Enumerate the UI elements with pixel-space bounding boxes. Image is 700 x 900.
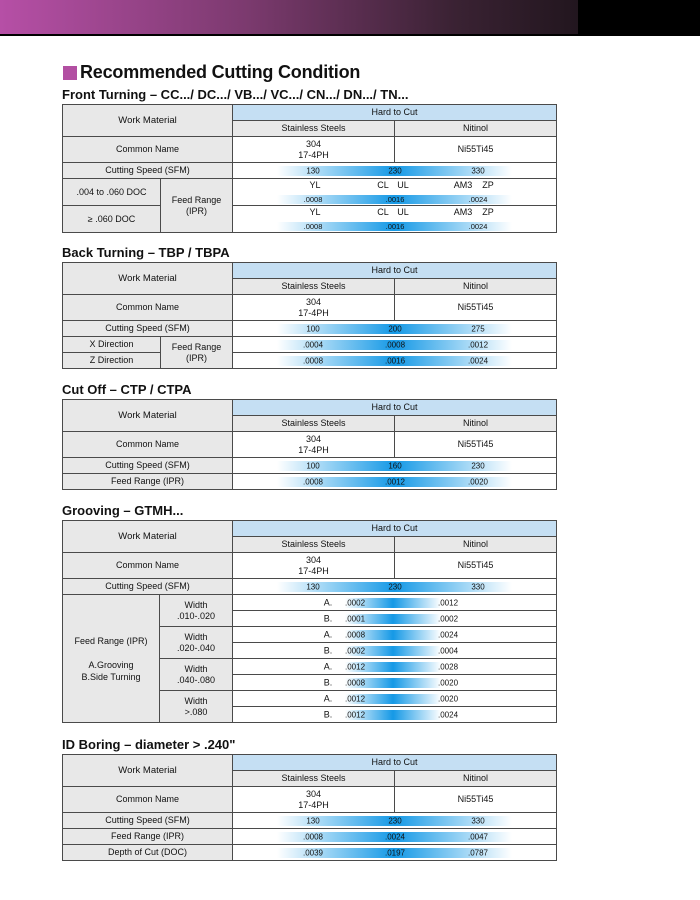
cutting-speed-bar: 100 200 275 (233, 321, 557, 337)
feed-range-label: Feed Range (IPR) (63, 474, 233, 490)
depth-of-cut-label: Depth of Cut (DOC) (63, 845, 233, 861)
groove-a-bar: A. .0008 .0024 (233, 627, 557, 643)
nitinol-header: Nitinol (395, 537, 557, 553)
hard-to-cut-header: Hard to Cut (233, 263, 557, 279)
cutting-speed-label: Cutting Speed (SFM) (63, 163, 233, 179)
width-label: Width .010-.020 (160, 595, 233, 627)
groove-a-bar: A. .0002 .0012 (233, 595, 557, 611)
feed-range-mode-label: Feed Range (IPR) A.Grooving B.Side Turning (63, 595, 160, 723)
width-label: Width >.080 (160, 691, 233, 723)
common-name-label: Common Name (63, 787, 233, 813)
x-direction-label: X Direction (63, 337, 161, 353)
back-turning-section (62, 245, 556, 369)
feed-range-bar: .0008 .0012 .0020 (233, 474, 557, 490)
doc-row-label: ≥ .060 DOC (63, 206, 161, 233)
section-title: Front Turning – CC.../ DC.../ VB.../ VC.../ CN.../ DN.../ TN... (62, 87, 409, 102)
z-direction-label: Z Direction (63, 353, 161, 369)
x-direction-bar: .0004 .0008 .0012 (233, 337, 557, 353)
feed-range-bar: YL CL UL AM3 ZP .0008 .0016 .0024 (233, 206, 557, 233)
section-title: Back Turning – TBP / TBPA (62, 245, 230, 260)
cutting-speed-label: Cutting Speed (SFM) (63, 579, 233, 595)
feed-range-label: Feed Range (IPR) (161, 337, 233, 369)
cut-off-table (62, 399, 557, 490)
cutting-speed-bar: 130 230 330 (233, 579, 557, 595)
hard-to-cut-header: Hard to Cut (233, 755, 557, 771)
cutting-speed-label: Cutting Speed (SFM) (63, 458, 233, 474)
common-name-label: Common Name (63, 137, 233, 163)
work-material-label: Work Material (63, 755, 233, 787)
stainless-steels-header: Stainless Steels (233, 416, 395, 432)
work-material-label: Work Material (63, 105, 233, 137)
ss-common-name: 304 17-4PH (233, 553, 395, 579)
feed-range-label: Feed Range (IPR) (63, 829, 233, 845)
id-boring-table (62, 754, 557, 861)
nitinol-common-name: Ni55Ti45 (395, 787, 557, 813)
cut-off-section (62, 382, 556, 490)
groove-a-bar: A. .0012 .0028 (233, 659, 557, 675)
common-name-label: Common Name (63, 295, 233, 321)
ss-common-name: 304 17-4PH (233, 295, 395, 321)
grooving-section (62, 503, 556, 723)
nitinol-common-name: Ni55Ti45 (395, 137, 557, 163)
cutting-speed-bar: 130 230 330 (233, 813, 557, 829)
stainless-steels-header: Stainless Steels (233, 279, 395, 295)
nitinol-header: Nitinol (395, 771, 557, 787)
feed-range-bar: .0008 .0024 .0047 (233, 829, 557, 845)
nitinol-header: Nitinol (395, 416, 557, 432)
cutting-speed-bar: 130 230 330 (233, 163, 557, 179)
section-title: ID Boring – diameter > .240" (62, 737, 236, 752)
nitinol-header: Nitinol (395, 121, 557, 137)
cutting-speed-label: Cutting Speed (SFM) (63, 321, 233, 337)
work-material-label: Work Material (63, 400, 233, 432)
nitinol-common-name: Ni55Ti45 (395, 432, 557, 458)
work-material-label: Work Material (63, 263, 233, 295)
common-name-label: Common Name (63, 432, 233, 458)
grooving-table (62, 520, 557, 723)
work-material-label: Work Material (63, 521, 233, 553)
ss-common-name: 304 17-4PH (233, 787, 395, 813)
section-title: Grooving – GTMH... (62, 503, 184, 518)
depth-of-cut-bar: .0039 .0197 .0787 (233, 845, 557, 861)
id-boring-section (62, 737, 556, 861)
width-label: Width .040-.080 (160, 659, 233, 691)
feed-range-bar: YL CL UL AM3 ZP .0008 .0016 .0024 (233, 179, 557, 206)
cutting-speed-label: Cutting Speed (SFM) (63, 813, 233, 829)
page-title: Recommended Cutting Condition (63, 62, 360, 83)
hard-to-cut-header: Hard to Cut (233, 105, 557, 121)
hard-to-cut-header: Hard to Cut (233, 400, 557, 416)
nitinol-common-name: Ni55Ti45 (395, 295, 557, 321)
title-square-icon (63, 66, 77, 80)
stainless-steels-header: Stainless Steels (233, 771, 395, 787)
groove-b-bar: B. .0008 .0020 (233, 675, 557, 691)
doc-row-label: .004 to .060 DOC (63, 179, 161, 206)
hard-to-cut-header: Hard to Cut (233, 521, 557, 537)
nitinol-header: Nitinol (395, 279, 557, 295)
top-banner (0, 0, 700, 36)
stainless-steels-header: Stainless Steels (233, 121, 395, 137)
back-turning-table (62, 262, 557, 369)
front-turning-table (62, 104, 557, 233)
width-label: Width .020-.040 (160, 627, 233, 659)
stainless-steels-header: Stainless Steels (233, 537, 395, 553)
groove-a-bar: A. .0012 .0020 (233, 691, 557, 707)
ss-common-name: 304 17-4PH (233, 137, 395, 163)
common-name-label: Common Name (63, 553, 233, 579)
groove-b-bar: B. .0012 .0024 (233, 707, 557, 723)
cutting-speed-bar: 100 160 230 (233, 458, 557, 474)
ss-common-name: 304 17-4PH (233, 432, 395, 458)
groove-b-bar: B. .0002 .0004 (233, 643, 557, 659)
front-turning-section (62, 87, 556, 233)
feed-range-label: Feed Range (IPR) (161, 179, 233, 233)
z-direction-bar: .0008 .0016 .0024 (233, 353, 557, 369)
groove-b-bar: B. .0001 .0002 (233, 611, 557, 627)
section-title: Cut Off – CTP / CTPA (62, 382, 192, 397)
nitinol-common-name: Ni55Ti45 (395, 553, 557, 579)
